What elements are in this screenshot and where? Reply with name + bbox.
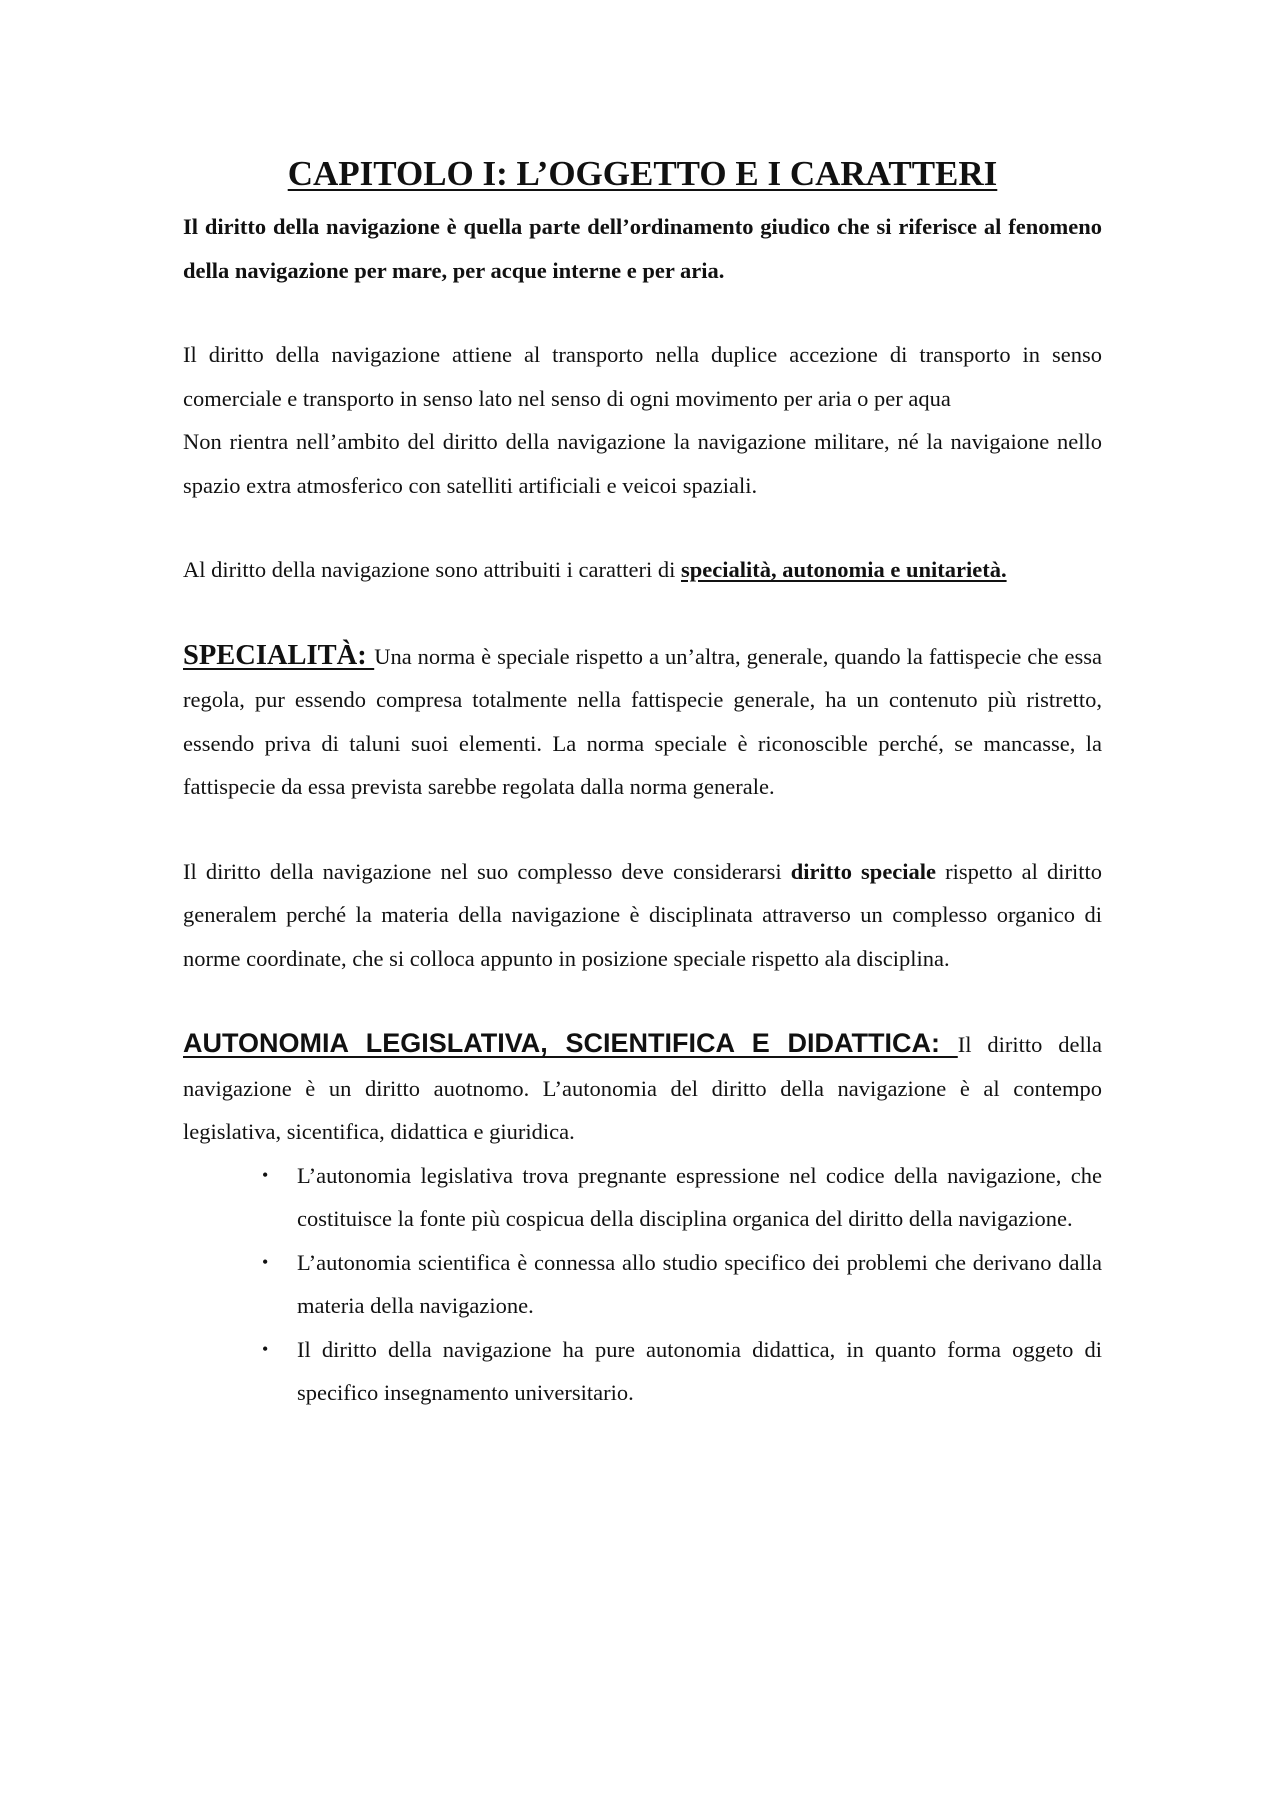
diritto-speciale-bold: diritto speciale: [790, 858, 937, 884]
characters-text: Al diritto della navigazione sono attribuiti i caratteri di: [183, 557, 681, 582]
specialita-text: Una norma è speciale rispetto a un’altra, generale, quando la fattispecie che essa regola, pur essendo compresa totalmente nella fattispecie generale, ha un contenuto più ristretto, essendo priva di taluni suoi elementi. La norma speciale è riconoscible perché, se mancasse, la fattispecie da essa prevista sarebbe regolata dalla norma generale.: [183, 643, 1102, 799]
spacer: [183, 592, 1102, 634]
paragraph-diritto-speciale: [183, 850, 1102, 981]
bullet-icon: •: [262, 1338, 269, 1359]
heading-autonomia: AUTONOMIA LEGISLATIVA, SCIENTIFICA E DIDATTICA:: [183, 1028, 958, 1058]
bullet-icon: •: [262, 1251, 269, 1272]
list-item-text: L’autonomia scientifica è connessa allo studio specifico dei problemi che derivano dalla materia della navigazione.: [297, 1249, 1102, 1318]
intro-paragraph: Il diritto della navigazione è quella parte dell’ordinamento giudico che si riferisce al fenomeno della navigazione per mare, per acque interne e per aria.: [183, 214, 1102, 283]
spacer: [183, 809, 1102, 850]
heading-specialita: SPECIALITÀ:: [183, 639, 375, 671]
document-page: [183, 150, 1102, 1415]
list-item-text: Il diritto della navigazione ha pure autonomia didattica, in quanto forma oggeto di specifico insegnamento universitario.: [297, 1336, 1102, 1405]
paragraph-characters: [183, 548, 1102, 592]
page-title: CAPITOLO I: L’OGGETTO E I CARATTERI: [287, 154, 998, 193]
list-item: [183, 1241, 1102, 1328]
list-item-text: L’autonomia legislativa trova pregnante espressione nel codice della navigazione, che costituisce la fonte più cospicua della disciplina organica del diritto della navigazione.: [297, 1162, 1102, 1231]
spacer: [183, 292, 1102, 333]
paragraph-transport: Il diritto della navigazione attiene al transporto nella duplice accezione di transporto in senso comerciale e transporto in senso lato nel senso di ogni movimento per aria o per aqua: [183, 342, 1102, 411]
spacer: [183, 980, 1102, 1022]
list-item: [183, 1328, 1102, 1415]
autonomia-list: [183, 1154, 1102, 1415]
paragraph-exclusions: Non rientra nell’ambito del diritto della navigazione la navigazione militare, né la navigaione nello spazio extra atmosferico con satelliti artificiali e veicoi spaziali.: [183, 429, 1102, 498]
section-specialita: [183, 634, 1102, 809]
list-item: [183, 1154, 1102, 1241]
autonomia-text: Il diritto della navigazione è un diritto auotnomo. L’autonomia del diritto della navigazione è al contempo legislativa, sicentifica, didattica e giuridica.: [183, 1032, 1102, 1144]
section-autonomia: [183, 1022, 1102, 1154]
diritto-speciale-after: rispetto al diritto generalem perché la materia della navigazione è disciplinata attraverso un complesso organico di norme coordinate, che si colloca appunto in posizione speciale rispetto ala disciplina.: [183, 858, 1102, 971]
bullet-icon: •: [262, 1164, 269, 1185]
diritto-speciale-before: Il diritto della navigazione nel suo complesso deve considerarsi: [183, 858, 791, 884]
characters-emphasis: specialità, autonomia e unitarietà.: [680, 557, 1007, 582]
spacer: [183, 507, 1102, 548]
